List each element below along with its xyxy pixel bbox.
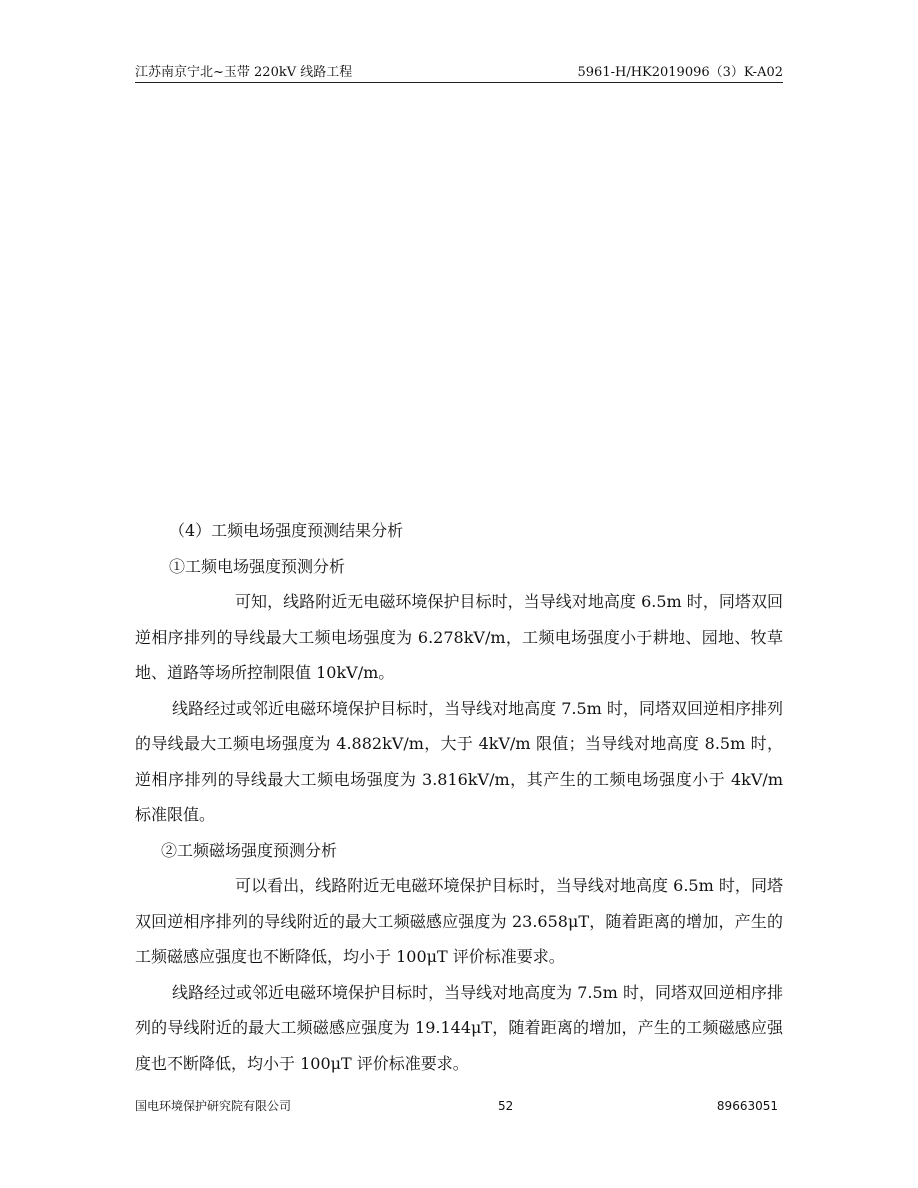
paragraph: 线路经过或邻近电磁环境保护目标时，当导线对地高度为 7.5m 时，同塔双回逆相序排列的导线附近的最大工频磁感应强度为 19.144μT，随着距离的增加，产生的工频磁感应强度也不断降低，均小于 100μT 评价标准要求。: [135, 982, 783, 1073]
page-number: 52: [498, 1099, 514, 1113]
page-footer: [135, 1097, 778, 1115]
page-body: [135, 513, 783, 1081]
header-document-number: 5961-H/HK2019096（3）K-A02: [577, 65, 783, 80]
paragraph: 线路经过或邻近电磁环境保护目标时，当导线对地高度 7.5m 时，同塔双回逆相序排列的导线最大工频电场强度为 4.882kV/m，大于 4kV/m 限值；当导线对地高度 8.5m 时，逆相序排列的导线最大工频电场强度为 3.816kV/m，其产生的工频电场强度小于 4kV/m 标准限值。: [135, 698, 783, 824]
page-header: [135, 64, 783, 83]
paragraph: 可知，线路附近无电磁环境保护目标时，当导线对地高度 6.5m 时，同塔双回逆相序排列的导线最大工频电场强度为 6.278kV/m，工频电场强度小于耕地、园地、牧草地、道路等场所控制限值 10kV/m。: [135, 592, 783, 682]
header-project-title: 江苏南京宁北~玉带 220kV 线路工程: [135, 65, 353, 80]
paragraph: 可以看出，线路附近无电磁环境保护目标时，当导线对地高度 6.5m 时，同塔双回逆相序排列的导线附近的最大工频磁感应强度为 23.658μT，随着距离的增加，产生的工频磁感应强度也不断降低，均小于 100μT 评价标准要求。: [135, 876, 783, 966]
footer-phone: 89663051: [716, 1099, 778, 1113]
footer-company: 国电环境保护研究院有限公司: [135, 1099, 292, 1113]
section-heading: （4）工频电场强度预测结果分析: [169, 521, 404, 540]
subsection-heading-magnetic-field: ②工频磁场强度预测分析: [161, 840, 338, 860]
subsection-heading-electric-field: ①工频电场强度预测分析: [169, 556, 346, 576]
